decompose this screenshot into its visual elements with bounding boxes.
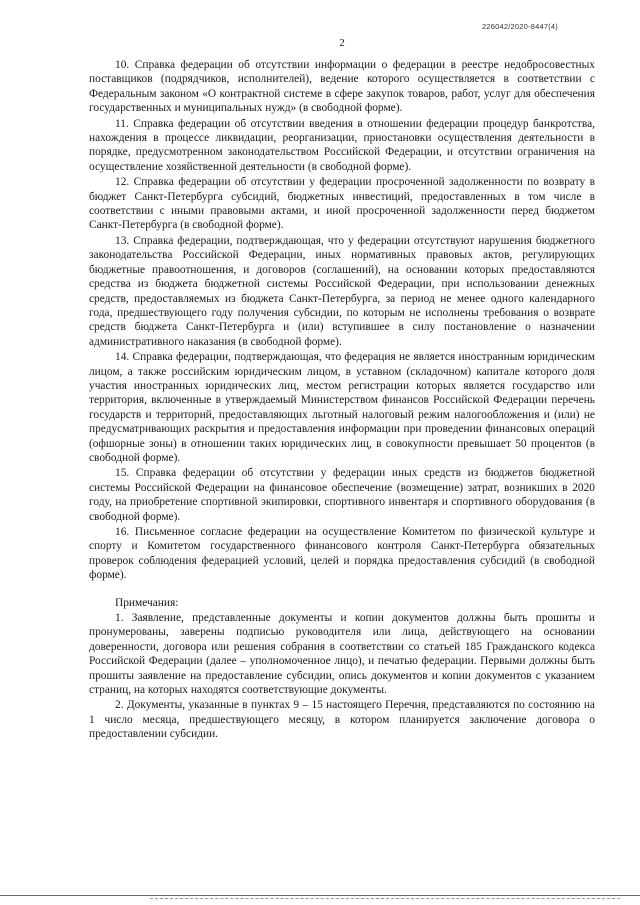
document-body bbox=[89, 58, 595, 743]
list-item: 12. Справка федерации об отсутствии у федерации просроченной задолженности по возврату в бюджет Санкт-Петербурга субсидий, бюджетных инвестиций, предоставленных в том числе в соответствии с иными правовыми актами, и иной просроченной задолженности перед бюджетом Санкт-Петербурга (в свободной форме). bbox=[89, 176, 595, 232]
list-item: 14. Справка федерации, подтверждающая, что федерация не является иностранным юридическим лицом, а также российским юридическим лицом, в уставном (складочном) капитале которого доля участия иностранных юридических лиц, местом регистрации которых является государство или территория, включенные в утверждаемый Министерством финансов Российской Федерации перечень государств и территорий, предоставляющих льготный налоговый режим налогообложения и (или) не предусматривающих раскрытия и предоставления информации при проведении финансовых операций (офшорные зоны) в отношении таких юридических лиц, в совокупности превышает 50 процентов (в свободной форме). bbox=[89, 351, 595, 464]
list-item: 15. Справка федерации об отсутствии у федерации иных средств из бюджетов бюджетной системы Российской Федерации на финансовое обеспечение (возмещение) затрат, возникших в 2020 году, на приобретение спортивной экипировки, спортивного инвентаря и спортивного оборудования (в свободной форме). bbox=[89, 467, 595, 523]
scan-edge-line bbox=[150, 898, 620, 899]
list-item: 10. Справка федерации об отсутствии информации о федерации в реестре недобросовестных поставщиков (подрядчиков, исполнителей), ведение которого осуществляется в соответствии с Федеральным законом «О контрактной системе в сфере закупок товаров, работ, услуг для обеспечения государственных и муниципальных нужд» (в свободной форме). bbox=[89, 59, 595, 115]
note-item: 1. Заявление, представленные документы и копии документов должны быть прошиты и пронумерованы, заверены подписью руководителя или лица, действующего на основании доверенности, договора или решения собрания в соответствии со статьей 185 Гражданского кодекса Российской Федерации (далее – уполномоченное лицо), и печатью федерации. Первыми должны быть прошиты заявление на предоставление субсидии, опись документов и копии документов с указанием страниц, на которых находятся соответствующие документы. bbox=[89, 612, 595, 697]
note-item: 2. Документы, указанные в пунктах 9 – 15 настоящего Перечня, представляются по состоянию на 1 число месяца, предшествующего месяцу, в котором планируется заключение договора о предоставлении субсидии. bbox=[89, 699, 595, 741]
document-id: 226042/2020-8447(4) bbox=[482, 22, 558, 31]
notes-heading: Примечания: bbox=[115, 596, 179, 609]
page-number: 2 bbox=[339, 37, 345, 49]
list-item: 13. Справка федерации, подтверждающая, что у федерации отсутствуют нарушения бюджетного законодательства Российской Федерации, иных нормативных правовых актов, регулирующих бюджетные правоотношения, и договоров (соглашений), на основании которых предоставляются средства из бюджета бюджетной системы Российской Федерации, при использовании денежных средств, предоставляемых из бюджета Санкт-Петербурга, за период не менее одного календарного года, предшествующего году получения субсидии, по которым не исполнены требования о возврате средств бюджета Санкт-Петербурга и (или) вступившее в силу постановление о назначении административного наказания (в свободной форме). bbox=[89, 234, 595, 348]
list-item: 11. Справка федерации об отсутствии введения в отношении федерации процедур банкротства, нахождения в процессе ликвидации, реорганизации, приостановки осуществления деятельности в порядке, предусмотренном законодательством Российской Федерации, и отсутствии ограничения на осуществление хозяйственной деятельности (в свободной форме). bbox=[89, 117, 595, 173]
scan-edge-line bbox=[0, 895, 640, 896]
list-item: 16. Письменное согласие федерации на осуществление Комитетом по физической культуре и спорту и Комитетом государственного финансового контроля Санкт-Петербурга обязательных проверок соблюдения федерацией условий, целей и порядка предоставления субсидий (в свободной форме). bbox=[89, 526, 595, 582]
